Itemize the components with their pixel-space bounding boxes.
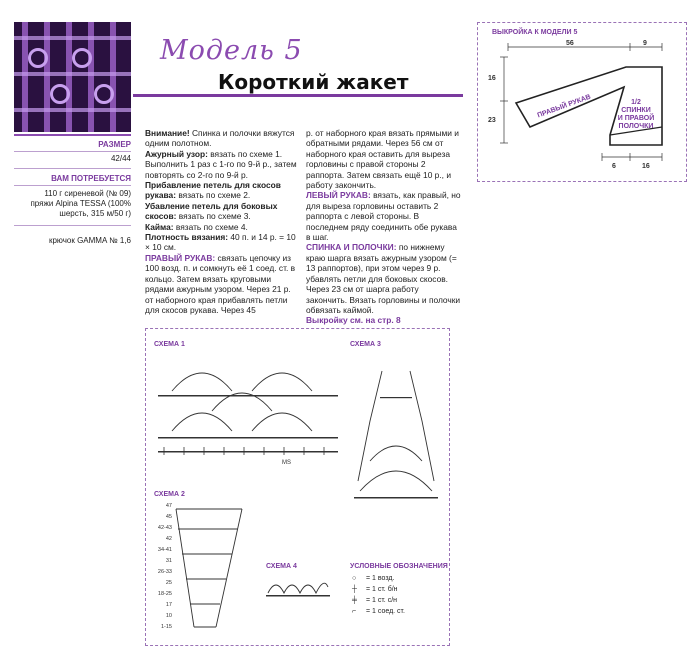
schema-3-label: СХЕМА 3 xyxy=(350,341,381,348)
dec-text: вязать по схеме 3. xyxy=(178,211,251,222)
back-piece-label-3: И ПРАВОЙ xyxy=(617,115,655,122)
legend-item: ┼ = 1 ст. б/н xyxy=(352,586,398,593)
schema-2-diagram xyxy=(172,499,252,639)
back-piece-label-2: СПИНКИ xyxy=(621,107,651,114)
left-sleeve-text: вязать, как правый, но для выреза горловины оставить 2 раппорта с левой стороны. В последнем ряду соединить обе рукава в шаг. xyxy=(306,190,461,243)
lace-photo xyxy=(14,22,131,132)
attention-label: Внимание! xyxy=(145,128,190,138)
photo-underline xyxy=(14,134,131,136)
edge-text: вязать по схеме 4. xyxy=(175,221,248,232)
divider xyxy=(14,151,131,152)
size-value: 42/44 xyxy=(110,154,131,163)
row-number: 42-43 xyxy=(157,525,172,531)
back-piece-label-4: ПОЛОЧКИ xyxy=(618,123,654,130)
schema-3-diagram xyxy=(350,351,442,507)
row-number: 34-41 xyxy=(157,547,172,553)
dim-16-bottom: 16 xyxy=(642,163,650,170)
row-number: 31 xyxy=(165,558,172,564)
schema-1-label: СХЕМА 1 xyxy=(154,341,185,348)
right-sleeve-text: связать цепочку из 100 возд. п. и сомкнуть её 1 соед. ст. в кольцо. Затем вязать круговыми рядами ажурным узором. Через 21 р. от наборного края прибавлять петли для скосов рукава. Через 45 xyxy=(145,252,296,315)
divider xyxy=(14,225,131,226)
dim-16-left: 16 xyxy=(488,75,496,82)
materials-heading: ВАМ ПОТРЕБУЕТСЯ xyxy=(51,174,131,183)
row-number: 1-15 xyxy=(160,624,172,630)
row-number: 47 xyxy=(165,503,172,509)
row-number: 10 xyxy=(165,613,172,619)
row-number: 17 xyxy=(165,602,172,608)
dim-56: 56 xyxy=(566,40,574,47)
back-label: СПИНКА И ПОЛОЧКИ: xyxy=(306,242,397,253)
inc-label: Прибавление петель для скосов рукава: xyxy=(145,180,281,201)
sleeve-piece-label: ПРАВЫЙ РУКАВ xyxy=(536,93,592,120)
row-number: 26-33 xyxy=(157,569,172,575)
back-text: по нижнему краю шарга вязать ажурным узором (= 13 раппортов), при этом через 9 р. убавлять петли для боковых скосов. Через 23 см от шарга работу закончить. Вязать горловины и полочки обвязать каймой. xyxy=(306,242,461,315)
instructions-col-1 xyxy=(145,128,298,315)
pattern-ref: Выкройку см. на стр. 8 xyxy=(306,315,401,326)
page-title: Короткий жакет xyxy=(218,70,409,94)
back-piece-label-1: 1/2 xyxy=(631,99,641,106)
schema-2-label: СХЕМА 2 xyxy=(154,491,185,498)
divider xyxy=(14,185,131,186)
lace-text: вязать по схеме 1. Выполнить 1 раз с 1-го по 9-й р., затем повторять со 2-го по 9-й р. xyxy=(145,148,297,180)
yarn-text: 110 г сиреневой (№ 09) пряжи Alpina TESSA (100% шерсть, 315 м/50 г) xyxy=(30,189,131,218)
dim-9: 9 xyxy=(643,40,647,47)
size-heading: РАЗМЕР xyxy=(98,140,131,149)
schema-4-diagram xyxy=(266,573,330,599)
model-label: Модель 5 xyxy=(160,35,303,66)
attention-text: Спинка и полочки вяжутся одним полотном. xyxy=(145,128,295,149)
back-piece-label xyxy=(616,99,656,131)
density-label: Плотность вязания: xyxy=(145,232,229,243)
sewing-pattern-box xyxy=(477,22,687,182)
edge-label: Кайма: xyxy=(145,221,174,232)
left-sleeve-label: ЛЕВЫЙ РУКАВ: xyxy=(306,190,371,201)
schema-2-row-numbers xyxy=(154,501,172,633)
ms-mark: MS xyxy=(282,460,291,466)
divider xyxy=(14,168,131,169)
row-number: 25 xyxy=(165,580,172,586)
legend-title: УСЛОВНЫЕ ОБОЗНАЧЕНИЯ xyxy=(350,563,448,570)
hook-text: крючок GAMMA № 1,6 xyxy=(48,236,131,245)
row-number: 18-25 xyxy=(157,591,172,597)
schema-4-label: СХЕМА 4 xyxy=(266,563,297,570)
instructions-col-2 xyxy=(306,128,461,326)
lace-label: Ажурный узор: xyxy=(145,148,208,159)
legend-item: ⌐ = 1 соед. ст. xyxy=(352,608,405,615)
schema-1-diagram xyxy=(154,351,344,463)
dim-6: 6 xyxy=(612,163,616,170)
dim-23: 23 xyxy=(488,117,496,124)
legend-item: ╪ = 1 ст. с/н xyxy=(352,597,398,604)
pattern-title: ВЫКРОЙКА К МОДЕЛИ 5 xyxy=(492,29,578,36)
dec-label: Убавление петель для боковых скосов: xyxy=(145,200,278,222)
legend-item: ○ = 1 возд. xyxy=(352,575,395,582)
legend-list xyxy=(352,575,405,619)
density-text: 40 п. и 14 р. = 10 × 10 см. xyxy=(145,232,296,253)
row-number: 45 xyxy=(165,514,172,520)
row-number: 42 xyxy=(165,536,172,542)
schema-box xyxy=(145,328,450,646)
inc-text: вязать по схеме 2. xyxy=(178,190,251,201)
right-sleeve-label: ПРАВЫЙ РУКАВ: xyxy=(145,252,216,263)
continuation-text: р. от наборного края вязать прямыми и обратными рядами. Через 56 см от наборного края оставить для выреза горловины с правой стороны 2 раппорта. Затем связать ещё 10 р., и работу закончить. xyxy=(306,128,459,191)
